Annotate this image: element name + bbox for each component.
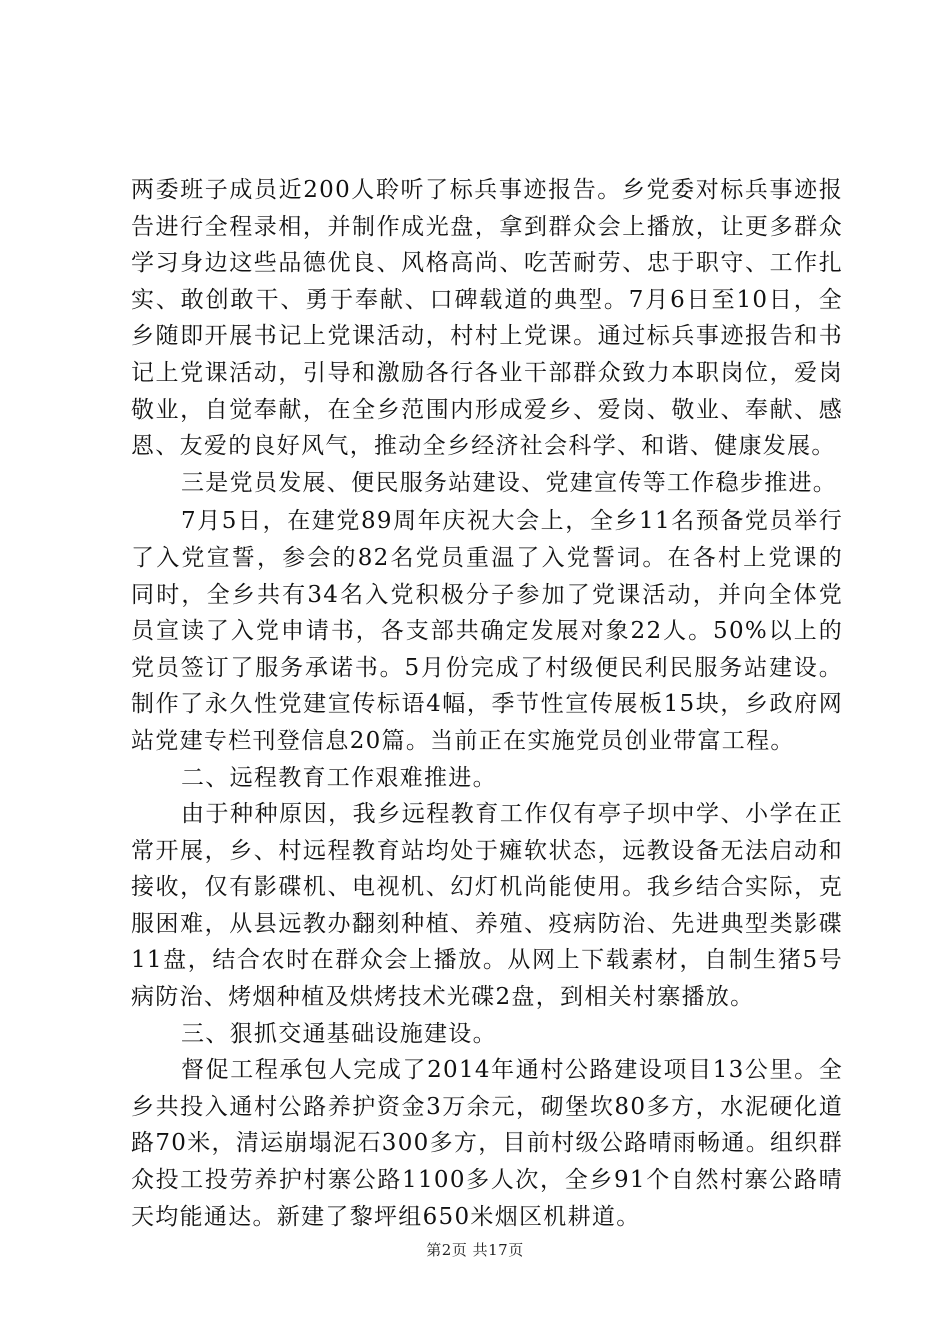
paragraph-july-5-oath: 7月5日，在建党89周年庆祝大会上，全乡11名预备党员举行了入党宣誓，参会的82名党员重温了入党誓词。在各村上党课的同时，全乡共有34名入党积极分子参加了党课活动，并向全体党员宣读了入党申请书，各支部共确定发展对象22人。50%以上的党员签订了服务承诺书。5月份完成了村级便民利民服务站建设。制作了永久性党建宣传标语4幅，季节性宣传展板15块，乡政府网站党建专栏刊登信息20篇。当前正在实施党员创业带富工程。 (131, 508, 843, 754)
paragraph-standard-bearer-report: 两委班子成员近200人聆听了标兵事迹报告。乡党委对标兵事迹报告进行全程录相，并制作成光盘，拿到群众会上播放，让更多群众学习身边这些品德优良、风格高尚、吃苦耐劳、忠于职守、工作扎实、敢创敢干、勇于奉献、口碑载道的典型。7月6日至10日，全乡随即开展书记上党课活动，村村上党课。通过标兵事迹报告和书记上党课活动，引导和激励各行各业干部群众致力本职岗位，爱岗敬业，自觉奉献，在全乡范围内形成爱乡、爱岗、敬业、奉献、感恩、友爱的良好风气，推动全乡经济社会科学、和谐、健康发展。 (131, 177, 843, 460)
paragraph-transport-infrastructure: 督促工程承包人完成了2014年通村公路建设项目13公里。全乡共投入通村公路养护资金3万余元，砌堡坎80多方，水泥硬化道路70米，清运崩塌泥石300多方，目前村级公路晴雨畅通。组织群众投工投劳养护村寨公路1100多人次，全乡91个自然村寨公路晴天均能通达。新建了黎坪组650米烟区机耕道。 (131, 1057, 843, 1230)
paragraph-remote-education: 由于种种原因，我乡远程教育工作仅有亭子坝中学、小学在正常开展，乡、村远程教育站均处于瘫软状态，远教设备无法启动和接收，仅有影碟机、电视机、幻灯机尚能使用。我乡结合实际，克服困难，从县远教办翻刻种植、养殖、疫病防治、先进典型类影碟11盘，结合农时在群众会上播放。从网上下载素材，自制生猪5号病防治、烤烟种植及烘烤技术光碟2盘，到相关村寨播放。 (131, 801, 843, 1011)
document-body (131, 172, 843, 1235)
section-heading-transport-infrastructure: 三、狠抓交通基础设施建设。 (181, 1020, 497, 1047)
section-heading-remote-education: 二、远程教育工作艰难推进。 (181, 764, 497, 791)
page-number-footer: 第2页 共17页 (426, 1241, 524, 1259)
paragraph-heading-party-member-development: 三是党员发展、便民服务站建设、党建宣传等工作稳步推进。 (181, 469, 838, 496)
